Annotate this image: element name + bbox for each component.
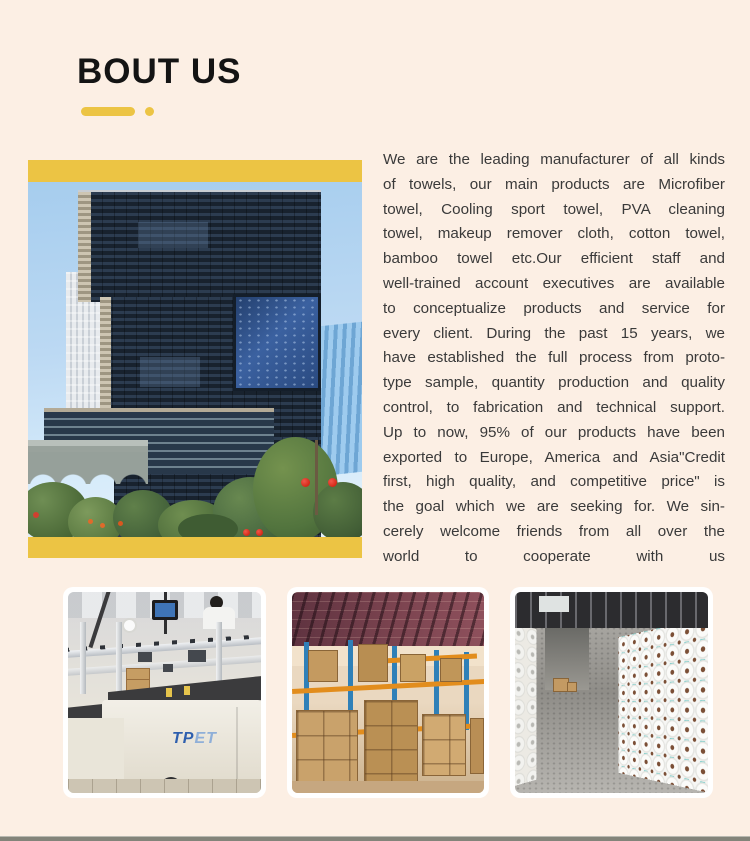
paragraph-line: world to cooperate with us xyxy=(383,547,725,565)
box-stack xyxy=(364,700,418,784)
paragraph-line: towel, makeup remover cloth, cotton towel, xyxy=(383,225,725,243)
paragraph-line: Up to now, 95% of our products have been xyxy=(383,423,725,441)
paragraph-line: exported to Europe, America and Asia"Credit xyxy=(383,448,725,466)
warning-sticker xyxy=(166,688,172,697)
cardboard-box xyxy=(567,682,577,692)
fabric-roll xyxy=(122,618,137,633)
paragraph-line: well-trained account executives are available xyxy=(383,274,725,292)
warning-sticker xyxy=(184,686,190,695)
section-bottom-border xyxy=(0,836,750,841)
cardboard-box xyxy=(400,654,426,682)
paragraph-line: We are the leading manufacturer of all kinds xyxy=(383,151,725,168)
machine-parts xyxy=(163,664,173,672)
warehouse-photo-frame xyxy=(287,587,490,798)
skylight xyxy=(539,596,569,612)
spool-rack-wall xyxy=(618,616,708,793)
flower xyxy=(33,512,39,518)
warehouse-roof xyxy=(292,592,485,646)
paragraph-line: the goal which we are seeking for. We sin- xyxy=(383,498,725,516)
paragraph-line: to conceptualize products and service for xyxy=(383,299,725,317)
paragraph-line: of towels, our main products are Microfiber xyxy=(383,175,725,193)
spools-photo-frame xyxy=(510,587,713,798)
cardboard-box xyxy=(358,644,388,682)
red-lantern xyxy=(243,529,250,536)
machine-parts xyxy=(138,652,152,662)
factory-photo xyxy=(68,592,261,793)
paragraph-line: towel, Cooling sport towel, PVA cleaning xyxy=(383,200,725,218)
about-paragraph xyxy=(383,148,725,570)
lantern-pole xyxy=(315,440,318,515)
machine-brand-label: TPET xyxy=(172,730,217,747)
control-monitor xyxy=(152,600,178,620)
paragraph-line: every client. During the past 15 years, we xyxy=(383,324,725,342)
box-stack xyxy=(296,710,358,784)
cardboard-box xyxy=(440,658,462,682)
paragraph-line: type sample, quantity production and quality xyxy=(383,374,725,392)
paragraph-line: have established the full process from proto- xyxy=(383,349,725,367)
red-lantern xyxy=(328,478,337,487)
photo-thumbnails-row xyxy=(63,587,713,798)
flower xyxy=(100,523,105,528)
yarn-spools-photo xyxy=(515,592,708,793)
warehouse-floor xyxy=(292,781,485,793)
cardboard-box xyxy=(308,650,338,682)
cardboard-box xyxy=(470,718,484,774)
photo-bottom-accent-bar xyxy=(28,537,362,558)
spool-rack-left xyxy=(515,622,536,787)
office-tower-top xyxy=(78,190,321,302)
building-photo xyxy=(28,182,362,537)
underline-bar xyxy=(81,107,135,116)
box-stack xyxy=(422,714,466,776)
red-lantern xyxy=(301,478,310,487)
machine-parts xyxy=(188,650,206,662)
red-lantern xyxy=(256,529,263,536)
factory-photo-frame xyxy=(63,587,266,798)
tree xyxy=(178,514,238,537)
underline-dot xyxy=(145,107,154,116)
section-title: BOUT US xyxy=(77,52,242,91)
frame-strut xyxy=(116,622,122,694)
paragraph-line: bamboo towel etc.Our efficient staff and xyxy=(383,250,725,268)
building-photo-block xyxy=(28,160,362,558)
photo-top-accent-bar xyxy=(28,160,362,182)
flower xyxy=(88,519,93,524)
led-screen xyxy=(233,294,321,391)
warehouse-photo xyxy=(292,592,485,793)
frame-strut xyxy=(80,622,86,694)
machine-door-seam xyxy=(236,707,238,789)
paragraph-line: control, to fabrication and technical support. xyxy=(383,398,725,416)
title-underline-decoration xyxy=(81,107,154,116)
paragraph-line: cerely welcome friends from all over the xyxy=(383,522,725,540)
flower xyxy=(118,521,123,526)
tree xyxy=(313,482,362,537)
paragraph-line: first, high quality, and competitive price" is xyxy=(383,473,725,491)
factory-floor xyxy=(68,779,261,793)
